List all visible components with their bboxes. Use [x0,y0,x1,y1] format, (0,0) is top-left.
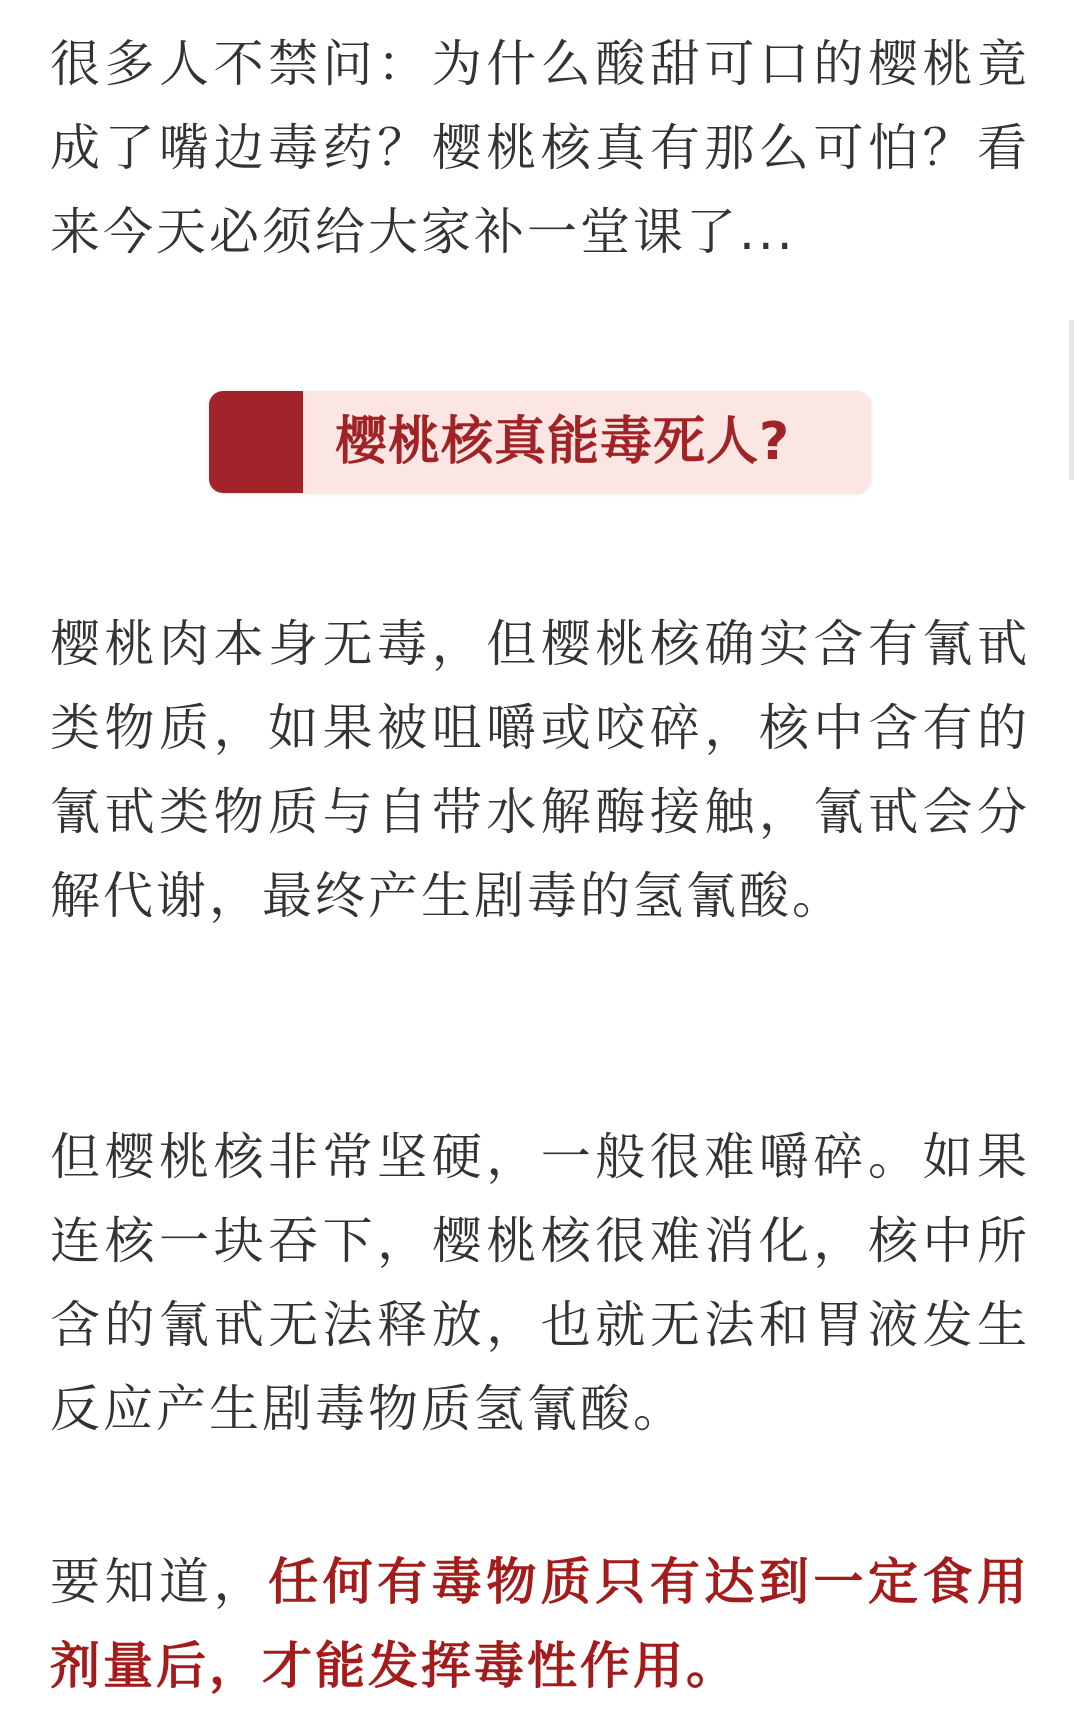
section-heading: 樱桃核真能毒死人? [335,412,791,472]
section-heading-box [209,391,871,493]
paragraph-3-lead: 要知道， [50,1553,269,1611]
body-paragraph-3 [50,1540,1030,1708]
paragraph-3-emphasis: 任何有毒物质只有达到一定食用剂量后，才能发挥毒性作用。 [50,1553,1031,1695]
heading-accent-block [209,391,303,493]
intro-paragraph: 很多人不禁问：为什么酸甜可口的樱桃竟成了嘴边毒药？樱桃核真有那么可怕？看来今天必须给大家补一堂课了... [50,35,1030,261]
body-paragraph-1: 樱桃肉本身无毒，但樱桃核确实含有氰甙类物质，如果被咀嚼或咬碎，核中含有的氰甙类物质与自带水解酶接触，氰甙会分解代谢，最终产生剧毒的氢氰酸。 [50,615,1030,925]
scrollbar[interactable] [1069,320,1074,480]
body-paragraph-2: 但樱桃核非常坚硬，一般很难嚼碎。如果连核一块吞下，樱桃核很难消化，核中所含的氰甙无法释放，也就无法和胃液发生反应产生剧毒物质氢氰酸。 [50,1128,1030,1438]
